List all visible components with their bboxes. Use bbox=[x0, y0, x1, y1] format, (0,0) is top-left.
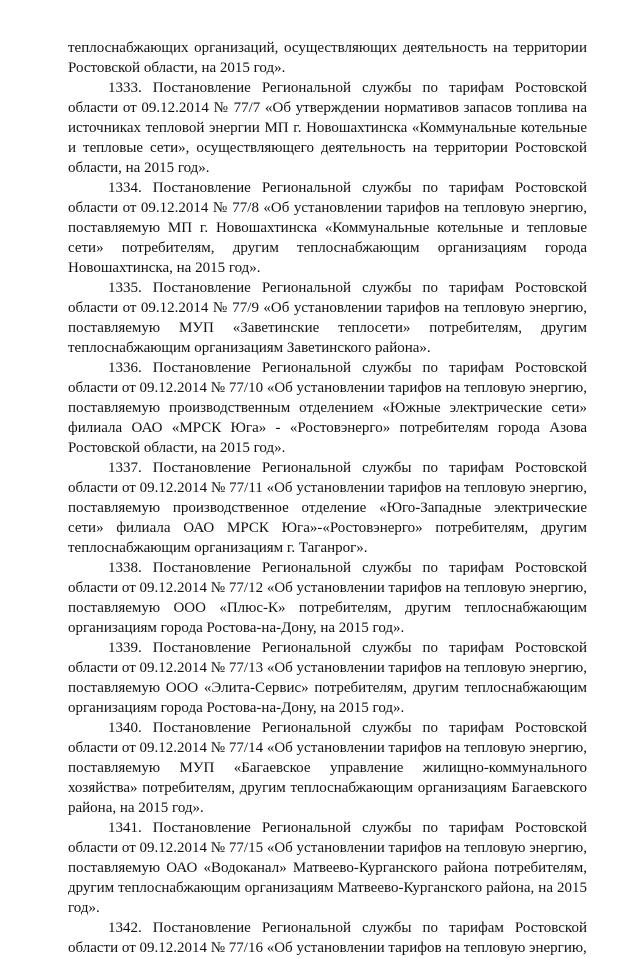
paragraph-1340: 1340. Постановление Региональной службы по тарифам Ростовской области от 09.12.2014 № 77/14 «Об установлении тарифов на тепловую энергию, поставляемую МУП «Багаевское управление жилищно-коммунального хозяйства» потребителям, другим теплоснабжающим организациям Багаевского района, на 2015 год». bbox=[68, 720, 587, 816]
paragraph-1338: 1338. Постановление Региональной службы по тарифам Ростовской области от 09.12.2014 № 77/12 «Об установлении тарифов на тепловую энергию, поставляемую ООО «Плюс-К» потребителям, другим теплоснабжающим организациям города Ростова-на-Дону, на 2015 год». bbox=[68, 560, 587, 636]
paragraph-1335: 1335. Постановление Региональной службы по тарифам Ростовской области от 09.12.2014 № 77/9 «Об установлении тарифов на тепловую энергию, поставляемую МУП «Заветинские теплосети» потребителям, другим теплоснабжающим организациям Заветинского района». bbox=[68, 280, 587, 356]
paragraph-1334: 1334. Постановление Региональной службы по тарифам Ростовской области от 09.12.2014 № 77/8 «Об установлении тарифов на тепловую энергию, поставляемую МП г. Новошахтинска «Коммунальные котельные и тепловые сети» потребителям, другим теплоснабжающим организациям города Новошахтинска, на 2015 год». bbox=[68, 180, 587, 276]
paragraph-1342: 1342. Постановление Региональной службы по тарифам Ростовской области от 09.12.2014 № 77/16 «Об установлении тарифов на тепловую энергию, bbox=[68, 920, 587, 956]
document-page bbox=[68, 38, 587, 958]
paragraph-1341: 1341. Постановление Региональной службы по тарифам Ростовской области от 09.12.2014 № 77/15 «Об установлении тарифов на тепловую энергию, поставляемую ОАО «Водоканал» Матвеево-Курганского района потребителям, другим теплоснабжающим организациям Матвеево-Курганского района, на 2015 год». bbox=[68, 820, 587, 916]
paragraph-1333: 1333. Постановление Региональной службы по тарифам Ростовской области от 09.12.2014 № 77/7 «Об утверждении нормативов запасов топлива на источниках тепловой энергии МП г. Новошахтинска «Коммунальные котельные и тепловые сети», осуществляющего деятельность на территории Ростовской области, на 2015 год». bbox=[68, 80, 587, 176]
paragraph-continuation: теплоснабжающих организаций, осуществляющих деятельность на территории Ростовской области, на 2015 год». bbox=[68, 40, 587, 76]
paragraph-1337: 1337. Постановление Региональной службы по тарифам Ростовской области от 09.12.2014 № 77/11 «Об установлении тарифов на тепловую энергию, поставляемую производственное отделение «Юго-Западные электрические сети» филиала ОАО МРСК Юга»-«Ростовэнерго» потребителям, другим теплоснабжающим организациям г. Таганрог». bbox=[68, 460, 587, 556]
paragraph-1336: 1336. Постановление Региональной службы по тарифам Ростовской области от 09.12.2014 № 77/10 «Об установлении тарифов на тепловую энергию, поставляемую производственным отделением «Южные электрические сети» филиала ОАО «МРСК Юга» - «Ростовэнерго» потребителям города Азова Ростовской области, на 2015 год». bbox=[68, 360, 587, 456]
paragraph-1339: 1339. Постановление Региональной службы по тарифам Ростовской области от 09.12.2014 № 77/13 «Об установлении тарифов на тепловую энергию, поставляемую ООО «Элита-Сервис» потребителям, другим теплоснабжающим организациям города Ростова-на-Дону, на 2015 год». bbox=[68, 640, 587, 716]
